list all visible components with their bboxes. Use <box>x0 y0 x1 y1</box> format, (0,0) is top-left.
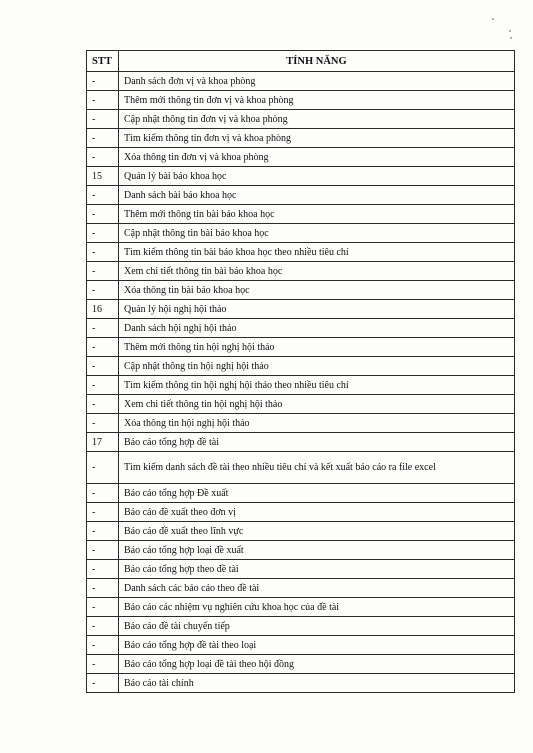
table-row <box>87 72 515 91</box>
row-feature-cell: Thêm mới thông tin bài báo khoa học <box>119 205 515 224</box>
table-header-row <box>87 51 515 72</box>
row-feature-cell: Xem chi tiết thông tin bài báo khoa học <box>119 262 515 281</box>
row-feature-cell: Danh sách bài báo khoa học <box>119 186 515 205</box>
row-feature-cell: Báo cáo tổng hợp Đề xuất <box>119 484 515 503</box>
row-stt-cell: - <box>87 319 119 338</box>
row-feature-cell: Báo cáo đề xuất theo đơn vị <box>119 503 515 522</box>
row-feature-cell: Báo cáo tổng hợp loại đề xuất <box>119 541 515 560</box>
row-feature-cell: Báo cáo đề tài chuyển tiếp <box>119 617 515 636</box>
row-stt-cell: - <box>87 72 119 91</box>
row-feature-cell: Báo cáo tổng hợp đề tài <box>119 433 515 452</box>
row-feature-cell: Xóa thông tin hội nghị hội thảo <box>119 414 515 433</box>
row-stt-cell: - <box>87 243 119 262</box>
row-stt-cell: - <box>87 148 119 167</box>
table-row <box>87 376 515 395</box>
table-row <box>87 414 515 433</box>
row-feature-cell: Xóa thông tin bài báo khoa học <box>119 281 515 300</box>
row-stt-cell: - <box>87 110 119 129</box>
row-feature-cell: Tìm kiếm thông tin đơn vị và khoa phòng <box>119 129 515 148</box>
table-row <box>87 541 515 560</box>
row-stt-cell: - <box>87 414 119 433</box>
table-row <box>87 205 515 224</box>
row-stt-cell: - <box>87 522 119 541</box>
row-feature-cell: Danh sách hội nghị hội thảo <box>119 319 515 338</box>
row-stt-cell: - <box>87 484 119 503</box>
scan-speck <box>492 18 494 20</box>
row-feature-cell: Cập nhật thông tin đơn vị và khoa phòng <box>119 110 515 129</box>
row-stt-cell: - <box>87 91 119 110</box>
table-row <box>87 262 515 281</box>
table-row <box>87 452 515 484</box>
table-row <box>87 186 515 205</box>
row-feature-cell: Xem chi tiết thông tin hội nghị hội thảo <box>119 395 515 414</box>
row-feature-cell: Tìm kiếm danh sách đề tài theo nhiều tiêu chí và kết xuất báo cáo ra file excel <box>119 452 515 484</box>
row-stt-cell: - <box>87 579 119 598</box>
row-feature-cell: Xóa thông tin đơn vị và khoa phòng <box>119 148 515 167</box>
row-stt-cell: - <box>87 129 119 148</box>
row-stt-cell: - <box>87 452 119 484</box>
row-feature-cell: Cập nhật thông tin hội nghị hội thảo <box>119 357 515 376</box>
table-row <box>87 243 515 262</box>
table-row <box>87 674 515 693</box>
row-feature-cell: Báo cáo tổng hợp đề tài theo loại <box>119 636 515 655</box>
table-row <box>87 433 515 452</box>
row-feature-cell: Báo cáo các nhiệm vụ nghiên cứu khoa học của đề tài <box>119 598 515 617</box>
row-stt-cell: - <box>87 376 119 395</box>
table-row <box>87 300 515 319</box>
row-stt-cell: - <box>87 560 119 579</box>
row-feature-cell: Danh sách đơn vị và khoa phòng <box>119 72 515 91</box>
table-row <box>87 91 515 110</box>
row-stt-cell: - <box>87 541 119 560</box>
row-feature-cell: Danh sách các báo cáo theo đề tài <box>119 579 515 598</box>
row-stt-cell: - <box>87 503 119 522</box>
scan-speck <box>510 37 512 39</box>
table-row <box>87 110 515 129</box>
table-row <box>87 598 515 617</box>
row-stt-cell: - <box>87 674 119 693</box>
row-stt-cell: 17 <box>87 433 119 452</box>
table-row <box>87 357 515 376</box>
table-row <box>87 129 515 148</box>
row-stt-cell: 16 <box>87 300 119 319</box>
table-row <box>87 224 515 243</box>
row-feature-cell: Thêm mới thông tin đơn vị và khoa phòng <box>119 91 515 110</box>
row-feature-cell: Quản lý bài báo khoa học <box>119 167 515 186</box>
row-feature-cell: Báo cáo tổng hợp loại đề tài theo hội đồng <box>119 655 515 674</box>
row-feature-cell: Tìm kiếm thông tin bài báo khoa học theo nhiều tiêu chí <box>119 243 515 262</box>
row-feature-cell: Báo cáo đề xuất theo lĩnh vực <box>119 522 515 541</box>
row-stt-cell: - <box>87 281 119 300</box>
row-stt-cell: - <box>87 262 119 281</box>
row-stt-cell: 15 <box>87 167 119 186</box>
column-header-stt: STT <box>87 51 119 72</box>
row-stt-cell: - <box>87 598 119 617</box>
row-feature-cell: Tìm kiếm thông tin hội nghị hội thảo theo nhiều tiêu chí <box>119 376 515 395</box>
row-feature-cell: Thêm mới thông tin hội nghị hội thảo <box>119 338 515 357</box>
row-stt-cell: - <box>87 338 119 357</box>
row-feature-cell: Báo cáo tổng hợp theo đề tài <box>119 560 515 579</box>
row-stt-cell: - <box>87 636 119 655</box>
table-row <box>87 503 515 522</box>
table-row <box>87 281 515 300</box>
row-stt-cell: - <box>87 655 119 674</box>
row-stt-cell: - <box>87 224 119 243</box>
column-header-feature: TÍNH NĂNG <box>119 51 515 72</box>
row-stt-cell: - <box>87 395 119 414</box>
row-feature-cell: Quản lý hội nghị hội thảo <box>119 300 515 319</box>
row-stt-cell: - <box>87 186 119 205</box>
scan-speck <box>509 30 511 32</box>
table-row <box>87 655 515 674</box>
features-table <box>86 50 515 693</box>
row-feature-cell: Cập nhật thông tin bài báo khoa học <box>119 224 515 243</box>
table-row <box>87 636 515 655</box>
table-row <box>87 167 515 186</box>
table-row <box>87 579 515 598</box>
row-stt-cell: - <box>87 357 119 376</box>
table-row <box>87 560 515 579</box>
table-row <box>87 395 515 414</box>
table-row <box>87 617 515 636</box>
row-stt-cell: - <box>87 205 119 224</box>
table-row <box>87 319 515 338</box>
table-row <box>87 522 515 541</box>
table-row <box>87 338 515 357</box>
row-stt-cell: - <box>87 617 119 636</box>
table-row <box>87 148 515 167</box>
table-row <box>87 484 515 503</box>
row-feature-cell: Báo cáo tài chính <box>119 674 515 693</box>
